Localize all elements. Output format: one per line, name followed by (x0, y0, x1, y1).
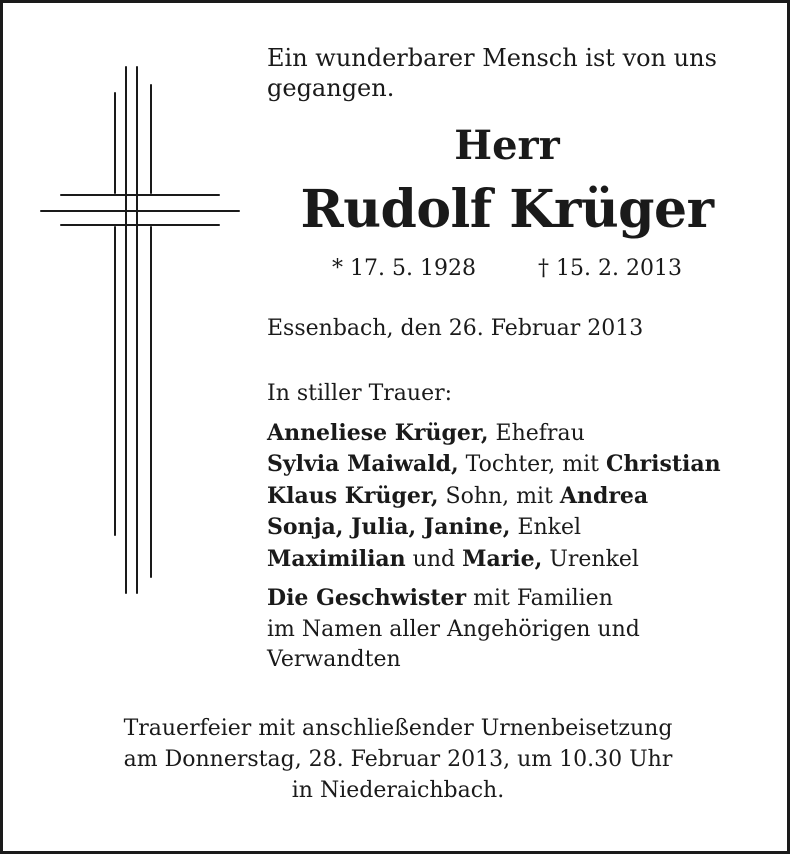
mourner-partner: Christian (606, 451, 721, 477)
service-line-2: am Donnerstag, 28. Februar 2013, um 10.30 Uhr (123, 747, 673, 772)
siblings-name: Die Geschwister (267, 585, 467, 611)
mourner-name: Marie, (462, 545, 543, 572)
mourner-relation: Tochter, mit (458, 452, 607, 477)
mourner-connector: und (405, 546, 463, 572)
mourner-line (267, 418, 777, 450)
mourner-line (267, 449, 777, 481)
intro-line-1: Ein wunderbarer Mensch ist von uns (267, 44, 717, 72)
mourner-line (267, 544, 777, 576)
mourner-name: Klaus Krüger, (267, 482, 439, 509)
mourner-relation: Enkel (510, 515, 582, 540)
cross-icon (39, 65, 241, 595)
mourner-relation: Urenkel (542, 546, 639, 572)
mourner-name: Sylvia Maiwald, (267, 451, 459, 477)
death-date: † 15. 2. 2013 (538, 256, 682, 281)
service-notice (3, 713, 790, 806)
place-date: Essenbach, den 26. Februar 2013 (267, 316, 644, 341)
intro-text (267, 43, 767, 103)
mourner-name: Anneliese Krüger, (267, 419, 489, 446)
salutation: Herr (454, 122, 560, 169)
birth-date: * 17. 5. 1928 (332, 256, 476, 281)
deceased-name: Rudolf Krüger (300, 179, 714, 240)
mourners-block (267, 379, 777, 676)
mourner-relation: Ehefrau (488, 420, 585, 446)
service-line-1: Trauerfeier mit anschließender Urnenbeisetzung (123, 716, 673, 741)
mourner-line: Verwandten (267, 647, 401, 672)
intro-line-2: gegangen. (267, 74, 395, 102)
siblings-relation: mit Familien (466, 586, 613, 611)
service-line-3: in Niederaichbach. (291, 778, 505, 803)
mourner-line (267, 512, 777, 544)
mourner-partner: Andrea (559, 482, 649, 509)
mourner-name: Maximilian (267, 545, 406, 572)
mourner-relation: Sohn, mit (438, 483, 560, 509)
life-dates (267, 253, 747, 285)
mourner-line (267, 481, 777, 513)
mourner-name: Sonja, Julia, Janine, (267, 514, 511, 540)
mourner-line: im Namen aller Angehörigen und (267, 616, 640, 642)
siblings-line (267, 583, 777, 615)
mourners-heading: In stiller Trauer: (267, 381, 453, 406)
